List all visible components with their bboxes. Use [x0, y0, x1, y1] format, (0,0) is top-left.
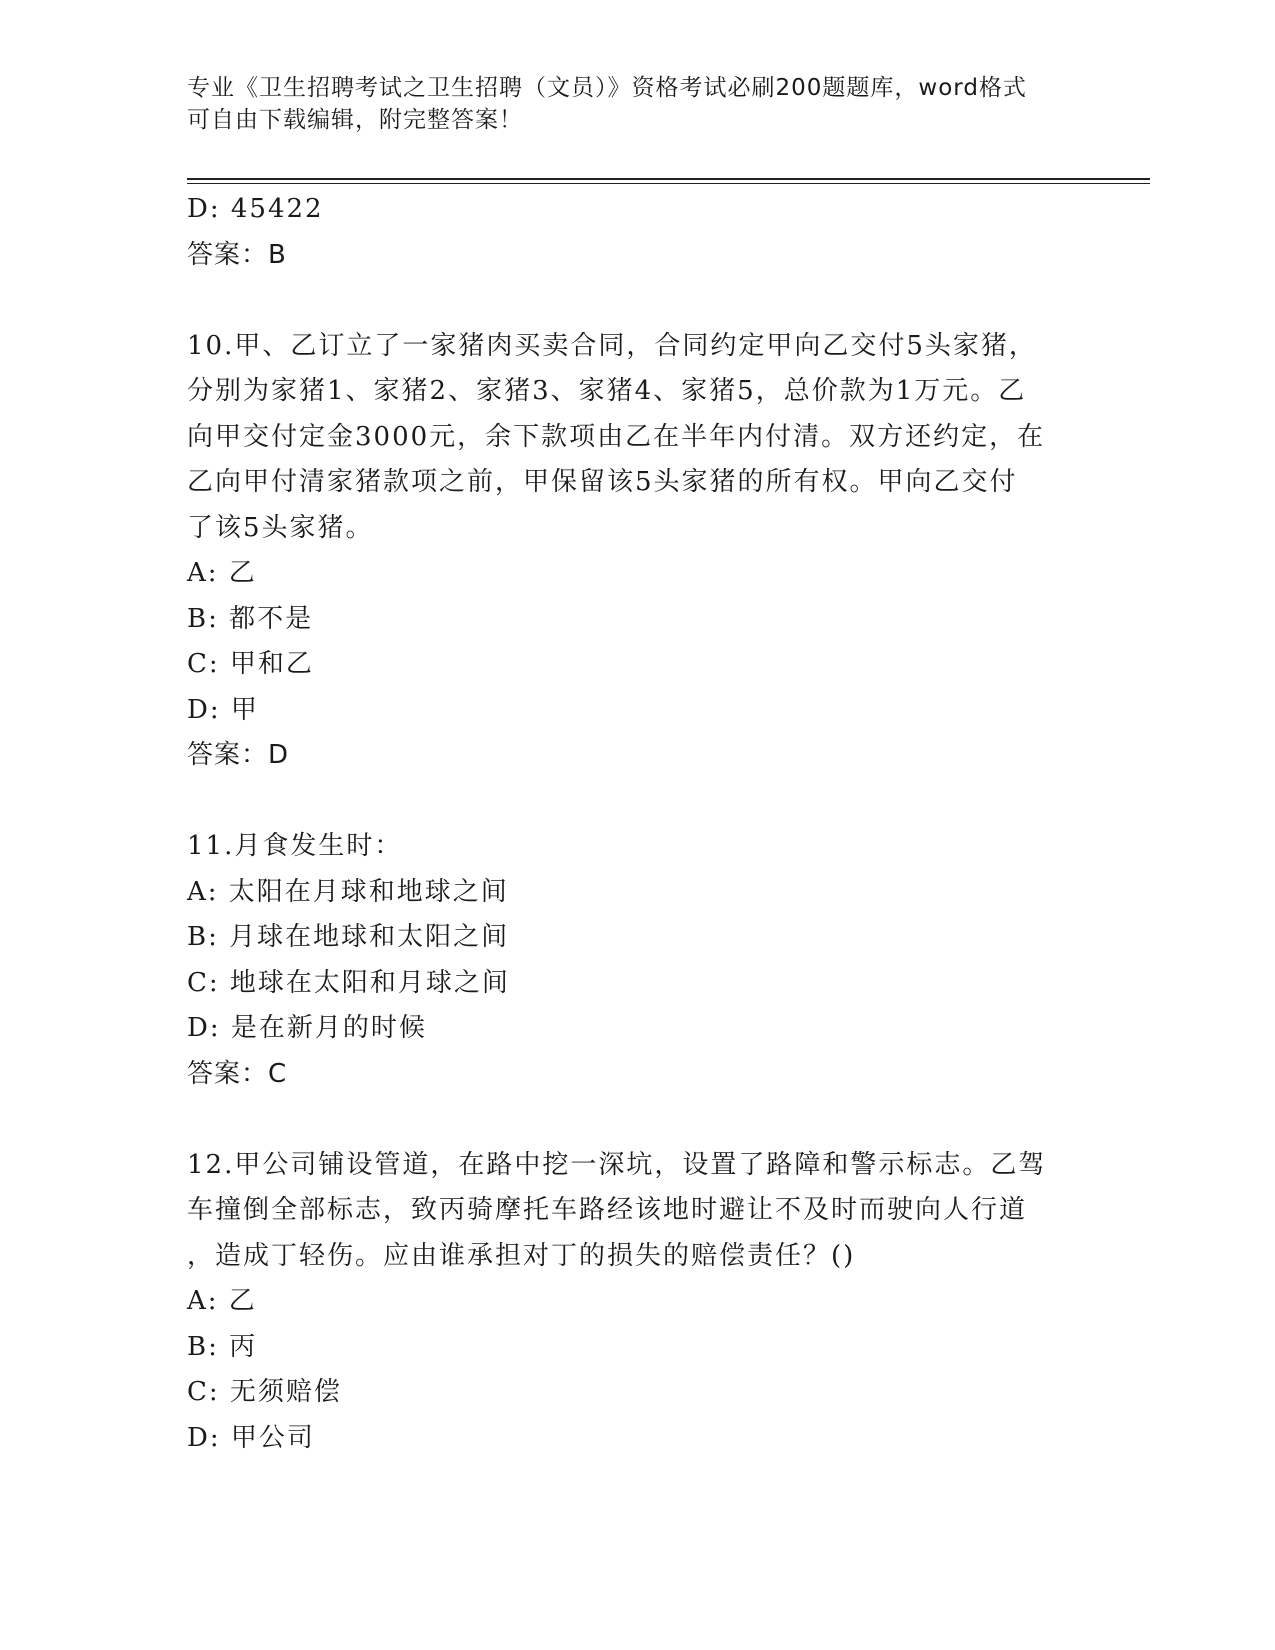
header-line-2: 可自由下载编辑，附完整答案！ — [187, 107, 523, 133]
spacer — [187, 278, 1087, 324]
option-d: D: 甲 — [187, 694, 259, 725]
option-a: A: 乙 — [187, 1286, 257, 1316]
question-10 — [187, 324, 1087, 779]
header-rule-thick — [187, 178, 1150, 180]
question-text-line: 分别为家猪1、家猪2、家猪3、家猪4、家猪5，总价款为1万元。乙 — [187, 376, 1027, 406]
question-text-line: 向甲交付定金3000元，余下款项由乙在半年内付清。双方还约定，在 — [187, 421, 1046, 452]
question-text-line: 乙向甲付清家猪款项之前，甲保留该5头家猪的所有权。甲向乙交付 — [187, 467, 1018, 497]
option-d: D: 是在新月的时候 — [187, 1013, 427, 1043]
option-c: C: 地球在太阳和月球之间 — [187, 967, 510, 998]
question-text-line: ，造成丁轻伤。应由谁承担对丁的损失的赔偿责任？() — [187, 1240, 856, 1271]
header-rule-thin — [187, 183, 1150, 184]
option-a: A: 太阳在月球和地球之间 — [187, 876, 509, 907]
option-a: A: 乙 — [187, 558, 257, 588]
question-12 — [187, 1143, 1087, 1462]
option-c: C: 甲和乙 — [187, 649, 314, 679]
prev-question-option-d: D: 45422 — [187, 194, 324, 224]
question-text-line: 10.甲、乙订立了一家猪肉买卖合同，合同约定甲向乙交付5头家猪， — [187, 330, 1037, 361]
question-answer: 答案：C — [187, 1058, 288, 1089]
question-11 — [187, 824, 1087, 1097]
spacer — [187, 1097, 1087, 1143]
option-c: C: 无须赔偿 — [187, 1377, 342, 1407]
spacer — [187, 779, 1087, 825]
header-line-1: 专业《卫生招聘考试之卫生招聘（文员）》资格考试必刷200题题库，word格式 — [187, 75, 1027, 101]
option-d: D: 甲公司 — [187, 1422, 315, 1453]
option-b: B: 都不是 — [187, 603, 314, 634]
document-header — [187, 72, 1087, 136]
prev-question-answer: 答案：B — [187, 239, 287, 270]
question-text-line: 了该5头家猪。 — [187, 512, 374, 543]
question-text-line: 11.月食发生时： — [187, 831, 403, 861]
question-text-line: 车撞倒全部标志，致丙骑摩托车路经该地时避让不及时而驶向人行道 — [187, 1195, 1028, 1225]
document-body — [187, 187, 1087, 1461]
option-b: B: 月球在地球和太阳之间 — [187, 922, 510, 952]
question-answer: 答案：D — [187, 740, 290, 770]
option-b: B: 丙 — [187, 1331, 258, 1362]
question-text-line: 12.甲公司铺设管道，在路中挖一深坑，设置了路障和警示标志。乙驾 — [187, 1149, 1047, 1180]
